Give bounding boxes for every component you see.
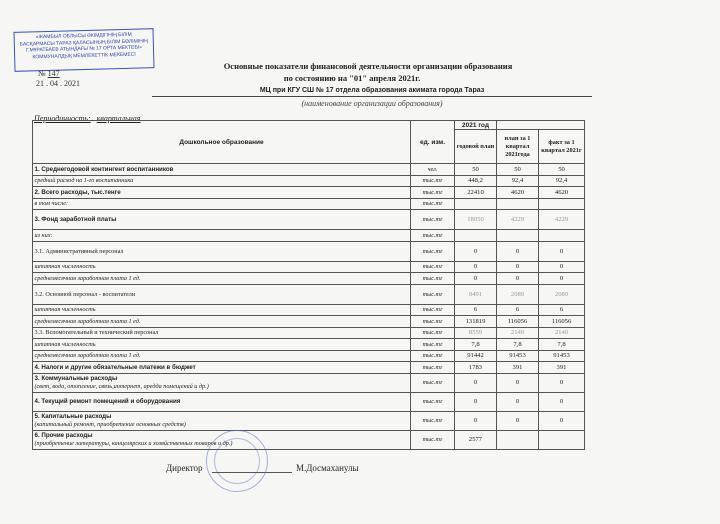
row-unit: тыс.тг: [411, 198, 455, 210]
row-annual: 0: [455, 241, 497, 261]
school-stamp: [14, 28, 155, 72]
row-label: штатная численность: [33, 304, 411, 316]
row-unit: тыс.тг: [411, 284, 455, 304]
row-plan: 50: [497, 164, 539, 176]
row-fact: 391: [539, 362, 585, 374]
row-label: 3. Фонд заработной платы: [33, 210, 411, 230]
row-annual: 6: [455, 304, 497, 316]
header-quarter-plan: план за 1 квартал 2021года: [497, 130, 539, 164]
row-unit: тыс.тг: [411, 273, 455, 285]
table-row: [33, 362, 585, 374]
row-plan: 4229: [497, 210, 539, 230]
document-title: Основные показатели финансовой деятельности организации образования: [223, 61, 513, 71]
row-plan: 6: [497, 304, 539, 316]
signature-name: М.Досмаханулы: [296, 463, 359, 473]
outgoing-number: [38, 69, 60, 78]
header-annual-plan: годовой план: [455, 130, 497, 164]
row-plan: [497, 230, 539, 242]
table-row: [33, 241, 585, 261]
outgoing-date: 21 . 04 . 2021: [36, 79, 80, 88]
table-body-expenses: [33, 373, 585, 449]
stamp-line: Г.МҰРАТБАЕВ АТЫНДАҒЫ № 17 ОРТА МЕКТЕБІ»: [25, 44, 142, 54]
row-plan: 4620: [497, 187, 539, 199]
row-fact: [539, 430, 585, 449]
row-fact: 7,8: [539, 339, 585, 351]
table-row: [33, 339, 585, 351]
row-label: [33, 392, 411, 411]
header-year: 2021 год: [455, 121, 497, 130]
table-row: [33, 210, 585, 230]
row-title: 6. Прочие расходы: [34, 431, 93, 439]
row-annual: 8559: [455, 327, 497, 339]
row-title: 4. Текущий ремонт помещений и оборудования: [34, 397, 181, 405]
row-annual: [455, 230, 497, 242]
row-plan: [497, 430, 539, 449]
header-quarter-fact: факт за 1 квартал 2021г: [539, 130, 585, 164]
table-row: [33, 411, 585, 430]
row-label: [33, 373, 411, 392]
row-fact: 50: [539, 164, 585, 176]
row-unit: тыс.тг: [411, 373, 455, 392]
row-plan: [497, 198, 539, 210]
row-unit: тыс.тг: [411, 187, 455, 199]
table-row: [33, 284, 585, 304]
row-annual: 50: [455, 164, 497, 176]
number-value: 147: [47, 69, 60, 78]
row-annual: 0: [455, 273, 497, 285]
table-row: [33, 373, 585, 392]
row-annual: [455, 198, 497, 210]
row-annual: 91442: [455, 350, 497, 362]
row-label: среднемесячная заработная плата 1 ед.: [33, 273, 411, 285]
row-unit: тыс.тг: [411, 430, 455, 449]
row-fact: 0: [539, 241, 585, 261]
table-row: [33, 261, 585, 273]
row-annual: 18050: [455, 210, 497, 230]
row-unit: чел.: [411, 164, 455, 176]
row-unit: тыс.тг: [411, 210, 455, 230]
row-label: штатная численность: [33, 339, 411, 351]
row-plan: 0: [497, 411, 539, 430]
row-fact: 0: [539, 273, 585, 285]
row-fact: 0: [539, 411, 585, 430]
row-plan: 2140: [497, 327, 539, 339]
organization-caption: (наименование организации образования): [301, 99, 443, 108]
row-fact: 4620: [539, 187, 585, 199]
row-fact: 4229: [539, 210, 585, 230]
row-unit: тыс.тг: [411, 411, 455, 430]
row-plan: 0: [497, 392, 539, 411]
row-annual: 0: [455, 392, 497, 411]
row-label: штатная численность: [33, 261, 411, 273]
row-fact: 6: [539, 304, 585, 316]
row-annual: 0: [455, 261, 497, 273]
row-plan: 0: [497, 273, 539, 285]
row-fact: 0: [539, 373, 585, 392]
row-label: в том числе:: [33, 198, 411, 210]
table-row: [33, 327, 585, 339]
document-date-line: по состоянию на "01" апреля 2021г.: [283, 73, 421, 83]
table-row: [33, 273, 585, 285]
row-unit: тыс.тг: [411, 327, 455, 339]
row-fact: [539, 198, 585, 210]
row-annual: 22410: [455, 187, 497, 199]
row-fact: 2089: [539, 284, 585, 304]
table-row: [33, 316, 585, 328]
stamp-line: БАСҚАРМАСЫ ТАРАЗ ҚАЛАСЫНЫҢ БІЛІМ БӨЛІМІНІҢ: [19, 37, 148, 48]
row-unit: тыс.тг: [411, 241, 455, 261]
stamp-line: КОММУНАЛДЫҚ МЕМЛЕКЕТТІК МЕКЕМЕСІ: [32, 51, 136, 60]
row-unit: тыс.тг: [411, 316, 455, 328]
row-fact: [539, 230, 585, 242]
divider: [152, 96, 592, 97]
row-annual: 2577: [455, 430, 497, 449]
row-subtitle: (приобретение литературы, канцелярских и хозяйственных товаров и др.): [34, 439, 233, 447]
period-value: квартальная: [96, 114, 141, 123]
row-label: средний расход на 1-го воспитанника: [33, 175, 411, 187]
row-label: 1. Среднегодовой контингент воспитанников: [33, 164, 411, 176]
row-annual: 0: [455, 411, 497, 430]
table-row: [33, 164, 585, 176]
row-subtitle: (капитальный ремонт, приобретение основных средств): [34, 420, 186, 428]
header-empty: [497, 121, 585, 130]
row-label: 4. Налоги и другие обязательные платежи в бюджет: [33, 362, 411, 374]
row-fact: 91453: [539, 350, 585, 362]
row-unit: тыс.тг: [411, 339, 455, 351]
table-row: [33, 350, 585, 362]
row-plan: 391: [497, 362, 539, 374]
row-annual: 7,8: [455, 339, 497, 351]
row-fact: 2140: [539, 327, 585, 339]
row-fact: 92,4: [539, 175, 585, 187]
row-fact: 116056: [539, 316, 585, 328]
table-row: [33, 430, 585, 449]
row-plan: 92,4: [497, 175, 539, 187]
signature-role: Директор: [166, 463, 203, 473]
table-row: [33, 230, 585, 242]
finance-table: [32, 120, 585, 450]
row-plan: 7,8: [497, 339, 539, 351]
row-annual: 131819: [455, 316, 497, 328]
row-unit: тыс.тг: [411, 350, 455, 362]
row-label: [33, 411, 411, 430]
table-row: [33, 187, 585, 199]
row-fact: 0: [539, 392, 585, 411]
table-body: [33, 164, 585, 374]
row-annual: 9491: [455, 284, 497, 304]
row-annual: 448,2: [455, 175, 497, 187]
row-label: из них:: [33, 230, 411, 242]
row-annual: 0: [455, 373, 497, 392]
row-plan: 2089: [497, 284, 539, 304]
row-fact: 0: [539, 261, 585, 273]
stamp-line: «ЖАМБЫЛ ОБЛЫСЫ ӘКІМДІГІНІҢ БІЛІМ: [35, 31, 132, 41]
table-row: [33, 198, 585, 210]
header-unit: ед. изм.: [411, 121, 455, 164]
signature-line: [212, 472, 292, 473]
row-label: 3.2. Основной персонал - воспитатели: [33, 284, 411, 304]
row-label: 3.1. Административный персонал: [33, 241, 411, 261]
table-row: [33, 175, 585, 187]
round-seal-inner: [214, 438, 260, 484]
row-annual: 1783: [455, 362, 497, 374]
row-label: среднемесячная заработная плата 1 ед.: [33, 350, 411, 362]
row-unit: тыс.тг: [411, 261, 455, 273]
row-plan: 91453: [497, 350, 539, 362]
row-subtitle: (свет, вода, отопление, связь,интернет, аредда помещений и др.): [34, 382, 209, 390]
header-name: Дошкольное образование: [33, 121, 411, 164]
row-unit: тыс.тг: [411, 304, 455, 316]
table-row: [33, 304, 585, 316]
organization-name: МЦ при КГУ СШ № 17 отдела образования акимата города Тараз: [259, 87, 485, 94]
row-unit: тыс.тг: [411, 362, 455, 374]
row-title: 5. Капитальные расходы: [34, 412, 112, 420]
row-unit: тыс.тг: [411, 175, 455, 187]
period-label: Периодичность:: [34, 114, 91, 123]
row-unit: тыс.тг: [411, 230, 455, 242]
row-title: 3. Коммунальные расходы: [34, 374, 118, 382]
row-plan: 116056: [497, 316, 539, 328]
row-label: 3.3. Вспомогательный и технический персонал: [33, 327, 411, 339]
row-label: 2. Всего расходы, тыс.тенге: [33, 187, 411, 199]
table-row: [33, 392, 585, 411]
row-label: среднемесячная заработная плата 1 ед.: [33, 316, 411, 328]
row-plan: 0: [497, 241, 539, 261]
row-plan: 0: [497, 261, 539, 273]
row-unit: тыс.тг: [411, 392, 455, 411]
row-plan: 0: [497, 373, 539, 392]
number-label: №: [38, 69, 46, 78]
